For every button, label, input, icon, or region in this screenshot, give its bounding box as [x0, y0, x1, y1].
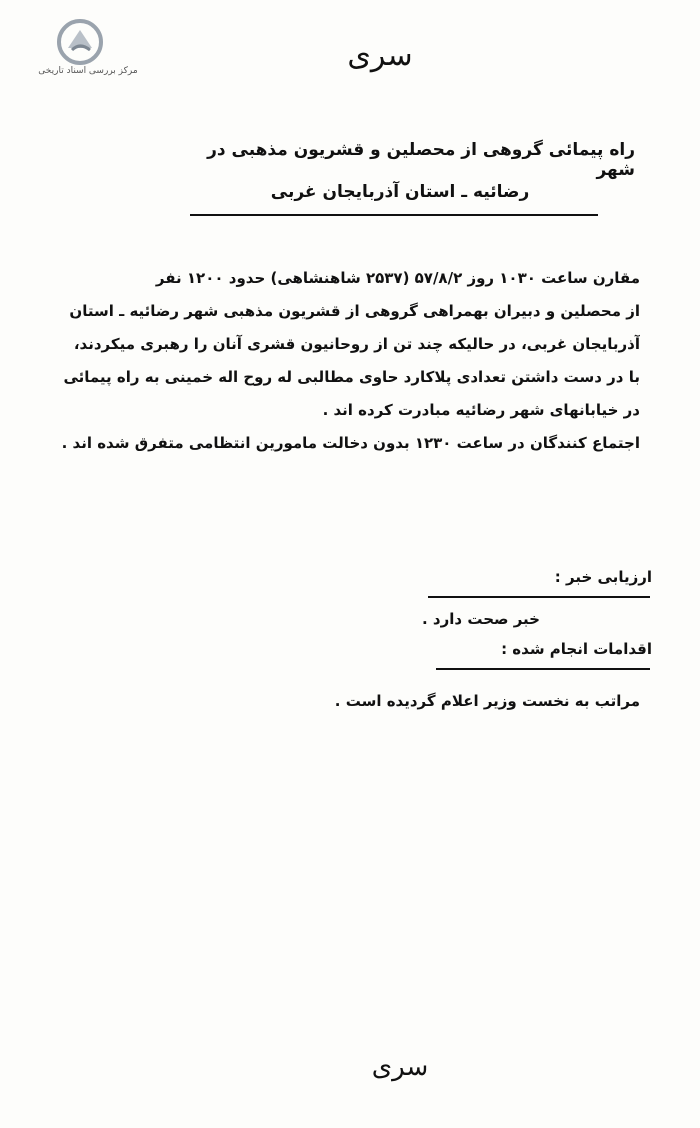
body-line: مقارن ساعت ۱۰۳۰ روز ۵۷/۸/۲ (۲۵۳۷ شاهنشاهی) حدود ۱۲۰۰ نفر: [155, 269, 640, 287]
watermark-text: مرکز بررسی اسناد تاریخی: [38, 66, 138, 76]
title-line-1: راه پیمائی گروهی از محصلین و قشریون مذهبی در شهر: [207, 140, 635, 180]
classification-top: سری: [347, 38, 413, 73]
title-underline: [190, 214, 598, 216]
archive-watermark: [18, 18, 146, 82]
classification-bottom: سری: [371, 1052, 429, 1082]
assessment-heading: ارزیابی خبر :: [554, 568, 652, 586]
title-line-2: رضائیه ـ استان آذربایجان غربی: [270, 182, 530, 202]
actions-underline: [436, 668, 650, 670]
body-line: آذربایجان غربی، در حالیکه چند تن از روحانیون قشری آنان را رهبری میکردند،: [73, 335, 640, 353]
body-line: اجتماع کنندگان در ساعت ۱۲۳۰ بدون دخالت مامورین انتظامی متفرق شده اند .: [61, 434, 640, 452]
assessment-underline: [428, 596, 650, 598]
assessment-value: خبر صحت دارد .: [422, 610, 540, 628]
actions-value: مراتب به نخست وزیر اعلام گردیده است .: [334, 692, 640, 710]
body-line: از محصلین و دبیران بهمراهی گروهی از قشریون مذهبی شهر رضائیه ـ استان: [69, 302, 640, 320]
actions-heading: اقدامات انجام شده :: [501, 640, 652, 658]
report-body: [60, 262, 640, 460]
body-line: با در دست داشتن تعدادی پلاکارد حاوی مطالبی له روح اله خمینی به راه پیمائی: [63, 368, 640, 386]
archive-logo-icon: [56, 18, 104, 66]
body-line: در خیابانهای شهر رضائیه مبادرت کرده اند .: [322, 401, 640, 419]
